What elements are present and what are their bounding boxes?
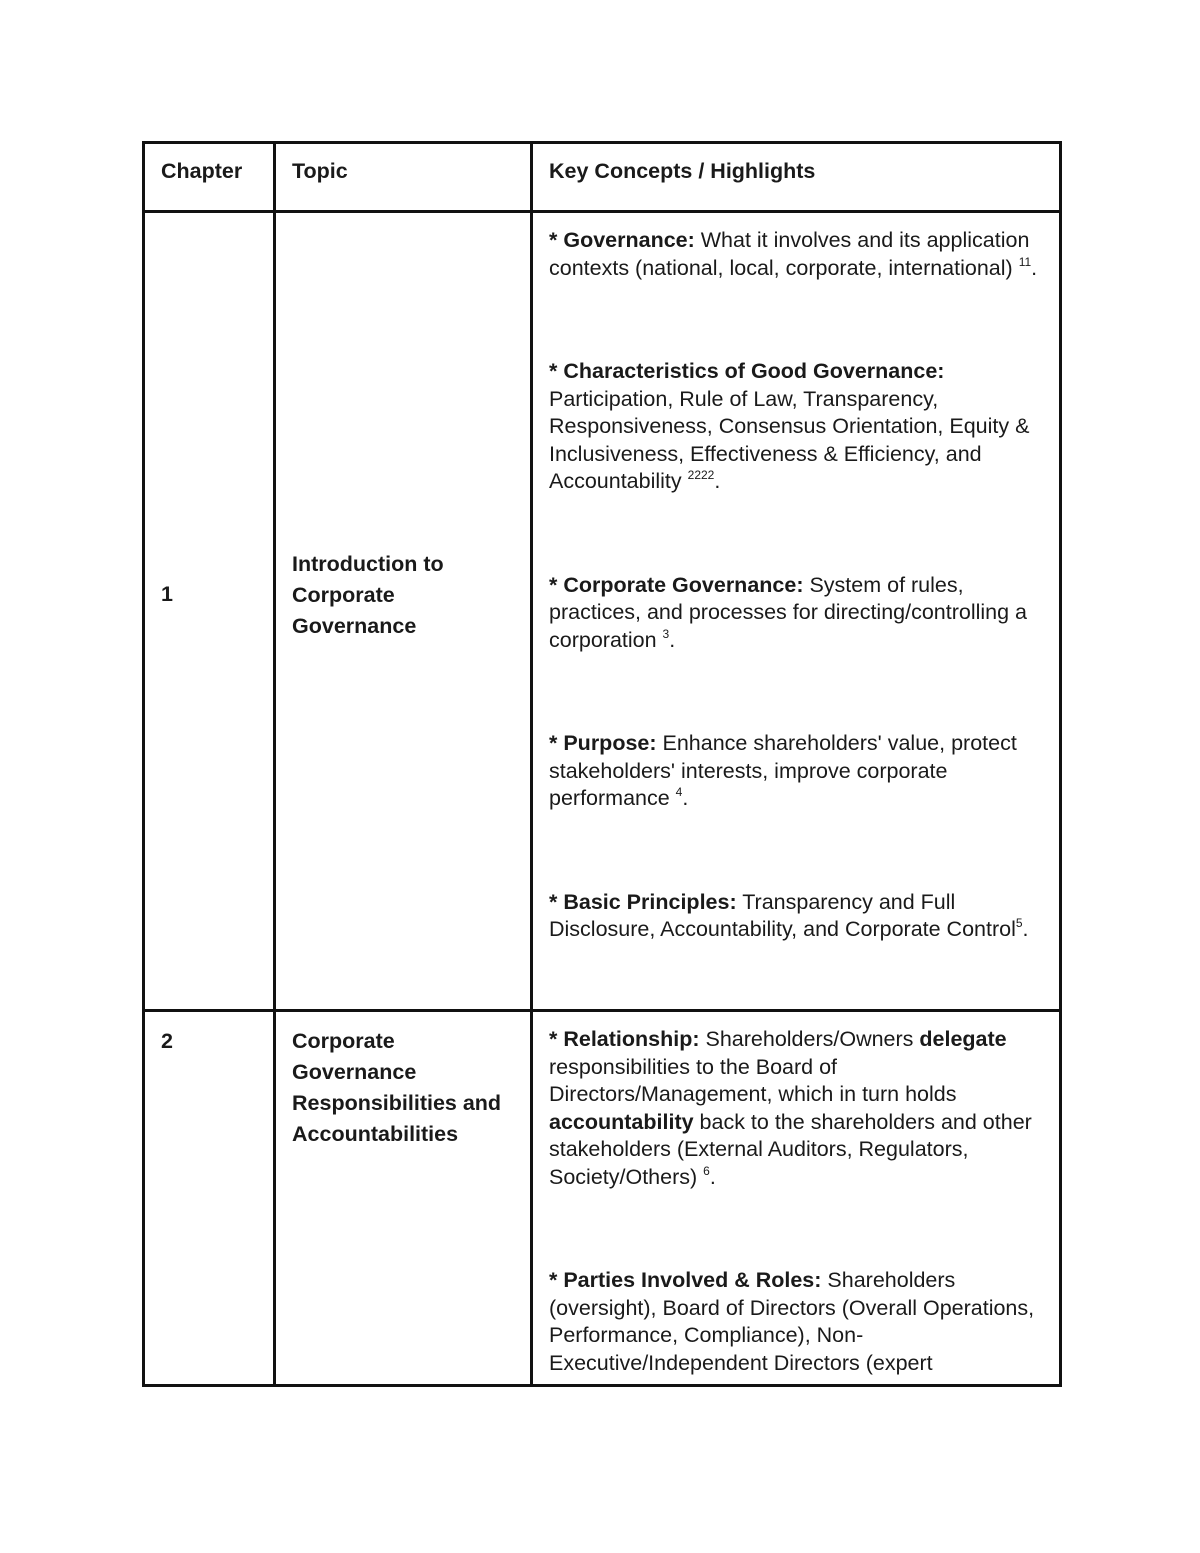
concept-text: Transparency and Full Disclosure, Accountability, and Corporate Control <box>549 889 1016 941</box>
header-chapter: Chapter <box>144 143 275 212</box>
concept-text: Enhance shareholders' value, protect stakeholders' interests, improve corporate performance <box>549 731 1017 810</box>
footnote-ref: 4 <box>675 785 683 799</box>
concept-text: Shareholders/Owners <box>699 1027 920 1051</box>
concept-emphasis: accountability <box>549 1109 694 1134</box>
footnote-ref: 6 <box>703 1163 710 1178</box>
chapter-number: 2 <box>144 1011 275 1386</box>
concept-label: * Basic Principles: <box>549 889 737 914</box>
key-concepts-cell <box>532 1011 1061 1386</box>
table-row <box>144 212 1061 1011</box>
footnote-ref: 11 <box>1018 254 1032 269</box>
footnote-ref: 5 <box>1015 916 1023 930</box>
concept-end: . <box>709 1164 716 1189</box>
concept-end: . <box>682 786 689 810</box>
footnote-ref: 3 <box>662 626 670 641</box>
concept-end: . <box>1031 255 1038 280</box>
concept-label: * Relationship: <box>549 1027 700 1051</box>
concept-label: * Purpose: <box>549 731 657 755</box>
key-concepts-cell <box>532 212 1061 1011</box>
governance-summary-table <box>142 141 1062 1387</box>
concept-label: * Corporate Governance: <box>549 572 804 597</box>
concept-label: * Parties Involved & Roles: <box>549 1268 822 1292</box>
header-topic: Topic <box>275 143 532 212</box>
concept-good-governance <box>549 358 1043 496</box>
table-row <box>144 1011 1061 1386</box>
table-header-row <box>144 143 1061 212</box>
concept-text: back to the shareholders and other stakeholders (External Auditors, Regulators, Society/Others) <box>549 1109 1032 1189</box>
chapter-number: 1 <box>144 212 275 1011</box>
concept-relationship <box>549 1026 1043 1191</box>
concept-text: Shareholders (oversight), Board of Directors (Overall Operations, Performance, Compliance), Non-Executive/Independent Directors (expert <box>549 1268 1035 1375</box>
concept-corporate-governance <box>549 572 1043 655</box>
concept-end: . <box>714 469 721 493</box>
concept-label: * Governance: <box>549 228 695 252</box>
footnote-ref: 2222 <box>687 468 715 482</box>
concept-text: responsibilities to the Board of Directors/Management, which in turn holds <box>549 1054 957 1106</box>
topic-title: Introduction to Corporate Governance <box>275 212 532 1011</box>
header-key-concepts: Key Concepts / Highlights <box>532 143 1061 212</box>
concept-emphasis: delegate <box>919 1027 1007 1051</box>
concept-parties-roles <box>549 1267 1043 1377</box>
concept-end: . <box>669 627 676 652</box>
concept-basic-principles <box>549 889 1043 944</box>
concept-purpose <box>549 730 1043 813</box>
concept-label: * Characteristics of Good Governance: <box>549 359 945 383</box>
concept-text: Participation, Rule of Law, Transparency, Responsiveness, Consensus Orientation, Equity & Inclusiveness, Effectiveness & Efficiency, and Accountability <box>549 386 1030 493</box>
concept-text: System of rules, practices, and processes for directing/controlling a corporation <box>549 572 1028 652</box>
concept-end: . <box>1022 917 1029 941</box>
topic-title: Corporate Governance Responsibilities and Accountabilities <box>275 1011 532 1386</box>
concept-text: What it involves and its application contexts (national, local, corporate, international) <box>549 228 1030 280</box>
concept-governance <box>549 227 1043 282</box>
